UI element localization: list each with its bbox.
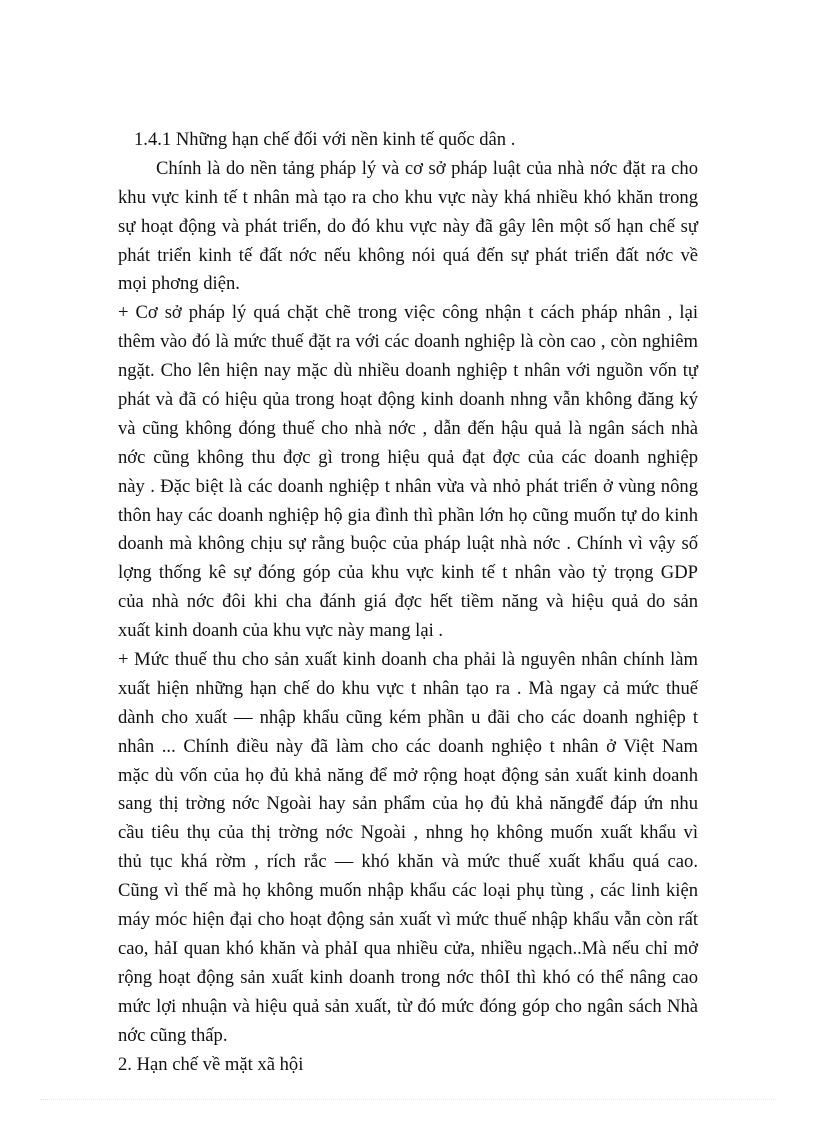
paragraph-line: mọi phơng diện. [118,273,240,295]
section-heading-1-4-1: 1.4.1 Những hạn chế đối với nền kinh tế quốc dân . [134,129,516,150]
footer-divider [40,1099,776,1100]
paragraph-line: sự hoạt động và phát triển, do đó khu vực này đã gây lên một số hạn chế sự [118,215,698,237]
paragraph-line: máy móc hiện đại cho hoạt động sản xuất vì mức thuế nhập khẩu vẫn còn rất [118,909,698,931]
paragraph-line: này . Đặc biệt là các doanh nghiệp t nhân vừa và nhỏ phát triển ở vùng nông [118,475,698,497]
paragraph-line: và cũng không đóng thuế cho nhà nớc , dẫn đến hậu quả là ngân sách nhà [118,417,698,439]
paragraph-line: lợng thống kê sự đóng góp của khu vực kinh tế t nhân vào tỷ trọng GDP [118,562,698,584]
paragraph-line: doanh mà không chịu sự rằng buộc của pháp luật nhà nớc . Chính vì vậy số [118,533,698,555]
paragraph-line: Cũng vì thế mà họ không muốn nhập khẩu các loại phụ tùng , các linh kiện [118,880,698,902]
paragraph-line: phát triển kinh tế đất nớc nếu không nói quá đến sự phát triển đất nớc về [118,244,698,266]
paragraph-line: mức lợi nhuận và hiệu quả sản xuất, từ đó mức đóng góp cho ngân sách Nhà [118,995,698,1017]
section-heading-2: 2. Hạn chế về mặt xã hội [118,1053,304,1075]
paragraph-line: của nhà nớc đôi khi cha đánh giá đợc hết tiềm năng và hiệu quả do sản [118,591,698,613]
paragraph-line: thêm vào đó là mức thuế đặt ra với các doanh nghiệp là còn cao , còn nghiêm [118,331,698,353]
paragraph-line: phát và đã có hiệu qủa trong hoạt động kinh doanh nhng vẫn không đăng ký [118,389,698,411]
paragraph-line: mặc dù vốn của họ đủ khả năng để mở rộng hoạt động sản xuất kinh doanh [118,764,698,786]
paragraph-line: Chính là do nền tảng pháp lý và cơ sở pháp luật của nhà nớc đặt ra cho [156,157,698,179]
paragraph-line: khu vực kinh tế t nhân mà tạo ra cho khu vực này khá nhiều khó khăn trong [118,186,698,208]
paragraph-line: sang thị trờng nớc Ngoài hay sản phẩm của họ đủ khả năngđể đáp ứn nhu [118,793,698,815]
paragraph-line: xuất kinh doanh của khu vực này mang lại . [118,620,444,642]
paragraph-line: xuất hiện những hạn chế do khu vực t nhân tạo ra . Mà ngay cả mức thuế [118,677,698,699]
paragraph-line: cao, hảI quan khó khăn và phảI qua nhiều cửa, nhiều ngạch..Mà nếu chỉ mở [118,937,698,959]
paragraph-line: nớc cũng thấp. [118,1024,228,1046]
paragraph-line: thủ tục khá rờm , rích rắc — khó khăn và mức thuế xuất khẩu quá cao. [118,851,698,873]
paragraph-line: + Mức thuế thu cho sản xuất kinh doanh cha phải là nguyên nhân chính làm [118,649,698,671]
paragraph-line: + Cơ sở pháp lý quá chặt chẽ trong việc công nhận t cách pháp nhân , lại [118,302,698,324]
paragraph-line: nhân ... Chính điều này đã làm cho các doanh nghiệo t nhân ở Việt Nam [118,735,698,757]
paragraph-line: dành cho xuất — nhập khẩu cũng kém phần u đãi cho các doanh nghiệp t [118,706,698,728]
paragraph-line: ngặt. Cho lên hiện nay mặc dù nhiều doanh nghiệp t nhân với nguồn vốn tự [118,360,698,382]
paragraph-line: cầu tiêu thụ của thị trờng nớc Ngoài , nhng họ không muốn xuất khẩu vì [118,822,698,844]
paragraph-line: rộng hoạt động sản xuất kinh doanh trong nớc thôI thì khó có thể nâng cao [118,966,698,988]
document-body [118,126,698,1079]
paragraph-line: nớc cũng không thu đợc gì trong hiệu quả đạt đợc của các doanh nghiệp [118,446,698,468]
paragraph-line: thôn hay các doanh nghiệp hộ gia đình thì phần lớn họ cũng muốn tự do kinh [118,504,698,526]
